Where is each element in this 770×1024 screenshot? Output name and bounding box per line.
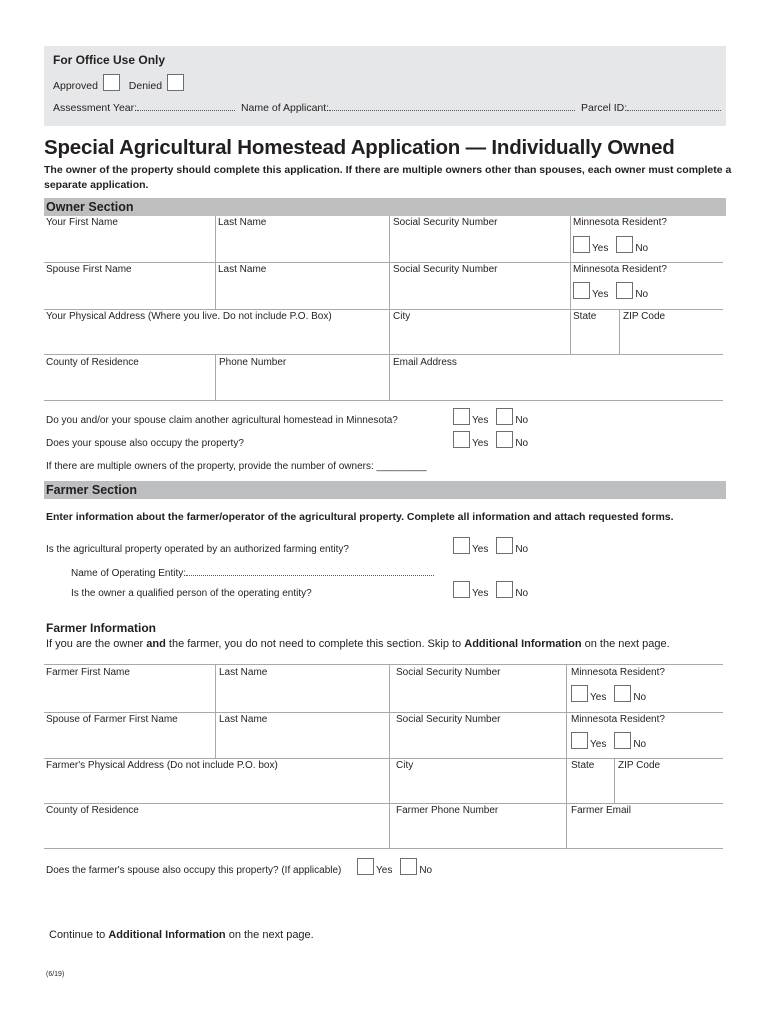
operating-entity-label: Name of Operating Entity:	[71, 568, 187, 579]
farmer-mn-resident-label: Minnesota Resident?	[571, 667, 665, 678]
last-name-label: Last Name	[218, 217, 267, 228]
yes-checkbox[interactable]	[571, 685, 588, 702]
spouse-ssn-label: Social Security Number	[393, 264, 498, 275]
farmer-spouse-mn-resident-label: Minnesota Resident?	[571, 714, 665, 725]
assessment-year-label: Assessment Year:	[53, 102, 138, 114]
farmer-spouse-ssn-label: Social Security Number	[396, 714, 501, 725]
divider	[215, 354, 216, 400]
yes-label: Yes	[592, 289, 609, 300]
yes-label: Yes	[472, 438, 489, 449]
divider	[389, 309, 390, 354]
farmer-info-text-and: and	[146, 638, 166, 650]
yes-checkbox[interactable]	[573, 236, 590, 253]
divider	[44, 354, 723, 355]
state-label: State	[573, 311, 597, 322]
no-checkbox[interactable]	[400, 858, 417, 875]
yes-label: Yes	[590, 692, 607, 703]
farmer-ssn-label: Social Security Number	[396, 667, 501, 678]
divider	[215, 262, 216, 309]
spouse-last-name-label: Last Name	[218, 264, 267, 275]
divider	[44, 664, 723, 665]
parcel-id-label: Parcel ID:	[581, 102, 628, 114]
continue-text-b: on the next page.	[225, 929, 314, 941]
divider	[389, 803, 390, 848]
farmer-address-label: Farmer's Physical Address (Do not include P.O. box)	[46, 760, 278, 771]
divider	[44, 758, 723, 759]
farmer-spouse-occupy-choice	[357, 858, 432, 876]
no-checkbox[interactable]	[496, 581, 513, 598]
divider	[566, 803, 567, 848]
yes-label: Yes	[472, 415, 489, 426]
physical-address-label: Your Physical Address (Where you live. Do not include P.O. Box)	[46, 311, 332, 322]
farmer-info-additional: Additional Information	[464, 638, 582, 650]
farmer-spouse-mn-resident-choice	[571, 732, 646, 750]
divider	[389, 712, 390, 758]
assessment-year-field[interactable]	[137, 101, 235, 111]
divider	[389, 262, 390, 309]
yes-checkbox[interactable]	[453, 408, 470, 425]
no-checkbox[interactable]	[496, 408, 513, 425]
denied-checkbox[interactable]	[167, 74, 184, 91]
approval-row	[53, 74, 184, 92]
continue-note	[49, 929, 314, 941]
farmer-section-heading: Farmer Section	[44, 481, 726, 499]
spouse-mn-resident-choice	[573, 282, 648, 300]
farmer-spouse-first-name-label: Spouse of Farmer First Name	[46, 714, 178, 725]
no-checkbox[interactable]	[614, 732, 631, 749]
farmer-last-name-label: Last Name	[219, 667, 268, 678]
farmer-information-heading: Farmer Information	[46, 621, 157, 635]
no-label: No	[515, 588, 529, 599]
yes-checkbox[interactable]	[453, 581, 470, 598]
no-checkbox[interactable]	[616, 236, 633, 253]
mn-resident-label: Minnesota Resident?	[573, 217, 667, 228]
divider	[215, 216, 216, 262]
yes-checkbox[interactable]	[453, 431, 470, 448]
farmer-mn-resident-choice	[571, 685, 646, 703]
other-homestead-question: Do you and/or your spouse claim another agricultural homestead in Minnesota?	[46, 415, 398, 426]
divider	[389, 664, 390, 712]
farmer-city-label: City	[396, 760, 414, 771]
farmer-info-text-c: on the next page.	[581, 638, 670, 650]
spouse-mn-resident-label: Minnesota Resident?	[573, 264, 667, 275]
divider	[619, 309, 620, 354]
farmer-spouse-occupy-question: Does the farmer's spouse also occupy this property? (If applicable)	[46, 865, 342, 876]
no-checkbox[interactable]	[616, 282, 633, 299]
divider	[570, 262, 571, 309]
continue-text-bold: Additional Information	[108, 929, 226, 941]
spouse-occupy-choice	[453, 431, 528, 449]
divider	[570, 216, 571, 262]
no-checkbox[interactable]	[614, 685, 631, 702]
no-label: No	[633, 692, 647, 703]
no-checkbox[interactable]	[496, 431, 513, 448]
no-label: No	[635, 243, 649, 254]
no-label: No	[515, 415, 529, 426]
farmer-zip-label: ZIP Code	[618, 760, 661, 771]
zip-label: ZIP Code	[623, 311, 666, 322]
city-label: City	[393, 311, 411, 322]
continue-text-a: Continue to	[49, 929, 109, 941]
farmer-phone-label: Farmer Phone Number	[396, 805, 499, 816]
farmer-county-label: County of Residence	[46, 805, 139, 816]
operating-entity-field[interactable]	[186, 566, 434, 576]
divider	[44, 803, 723, 804]
no-label: No	[635, 289, 649, 300]
form-version: (6/19)	[46, 971, 65, 978]
approved-checkbox[interactable]	[103, 74, 120, 91]
your-first-name-label: Your First Name	[46, 217, 118, 228]
divider	[566, 758, 567, 803]
yes-label: Yes	[472, 588, 489, 599]
divider	[389, 216, 390, 262]
farming-entity-question: Is the agricultural property operated by an authorized farming entity?	[46, 544, 349, 555]
divider	[44, 712, 723, 713]
name-of-applicant-field[interactable]	[329, 101, 575, 111]
intro-text: The owner of the property should complete this application. If there are multiple owners other than spouses, each owner must complete a separate application.	[44, 164, 732, 191]
farmer-email-label: Farmer Email	[571, 805, 632, 816]
divider	[566, 664, 567, 712]
ssn-label: Social Security Number	[393, 217, 498, 228]
yes-label: Yes	[592, 243, 609, 254]
no-label: No	[515, 438, 529, 449]
yes-checkbox[interactable]	[571, 732, 588, 749]
divider	[215, 664, 216, 712]
no-label: No	[419, 865, 433, 876]
farmer-info-text-b: the farmer, you do not need to complete this section. Skip to	[165, 638, 465, 650]
no-label: No	[515, 544, 529, 555]
divider	[614, 758, 615, 803]
denied-label: Denied	[128, 80, 163, 92]
county-label: County of Residence	[46, 357, 139, 368]
divider	[44, 309, 723, 310]
divider	[570, 309, 571, 354]
owner-section-heading: Owner Section	[44, 198, 726, 216]
divider	[566, 712, 567, 758]
farmer-state-label: State	[571, 760, 595, 771]
farming-entity-choice	[453, 537, 528, 555]
farmer-information-text	[46, 638, 670, 650]
yes-label: Yes	[376, 865, 393, 876]
email-label: Email Address	[393, 357, 457, 368]
name-of-applicant-label: Name of Applicant:	[240, 102, 330, 114]
divider	[389, 354, 390, 400]
divider	[389, 758, 390, 803]
approved-label: Approved	[53, 80, 98, 92]
no-label: No	[633, 739, 647, 750]
yes-checkbox[interactable]	[357, 858, 374, 875]
divider	[44, 262, 723, 263]
divider	[215, 712, 216, 758]
owner-mn-resident-choice	[573, 236, 648, 254]
farmer-first-name-label: Farmer First Name	[46, 667, 130, 678]
yes-checkbox[interactable]	[453, 537, 470, 554]
office-use-title: For Office Use Only	[53, 53, 166, 67]
operating-entity-row	[71, 566, 434, 579]
spouse-occupy-question: Does your spouse also occupy the property?	[46, 438, 244, 449]
farmer-spouse-last-name-label: Last Name	[219, 714, 268, 725]
no-checkbox[interactable]	[496, 537, 513, 554]
spouse-first-name-label: Spouse First Name	[46, 264, 132, 275]
office-use-box	[44, 46, 726, 126]
other-homestead-choice	[453, 408, 528, 426]
page-title: Special Agricultural Homestead Application — Individually Owned	[44, 136, 675, 159]
multiple-owners-question: If there are multiple owners of the property, provide the number of owners: _________	[46, 461, 427, 472]
yes-checkbox[interactable]	[573, 282, 590, 299]
yes-label: Yes	[590, 739, 607, 750]
office-fields-row	[53, 101, 723, 114]
yes-label: Yes	[472, 544, 489, 555]
farmer-section-intro: Enter information about the farmer/operator of the agricultural property. Complete all information and attach requested forms.	[46, 511, 674, 523]
divider	[44, 848, 723, 849]
parcel-id-field[interactable]	[627, 101, 721, 111]
farmer-info-text-a: If you are the owner	[46, 638, 147, 650]
divider	[44, 400, 723, 401]
qualified-person-question: Is the owner a qualified person of the operating entity?	[71, 588, 312, 599]
phone-label: Phone Number	[219, 357, 287, 368]
qualified-person-choice	[453, 581, 528, 599]
